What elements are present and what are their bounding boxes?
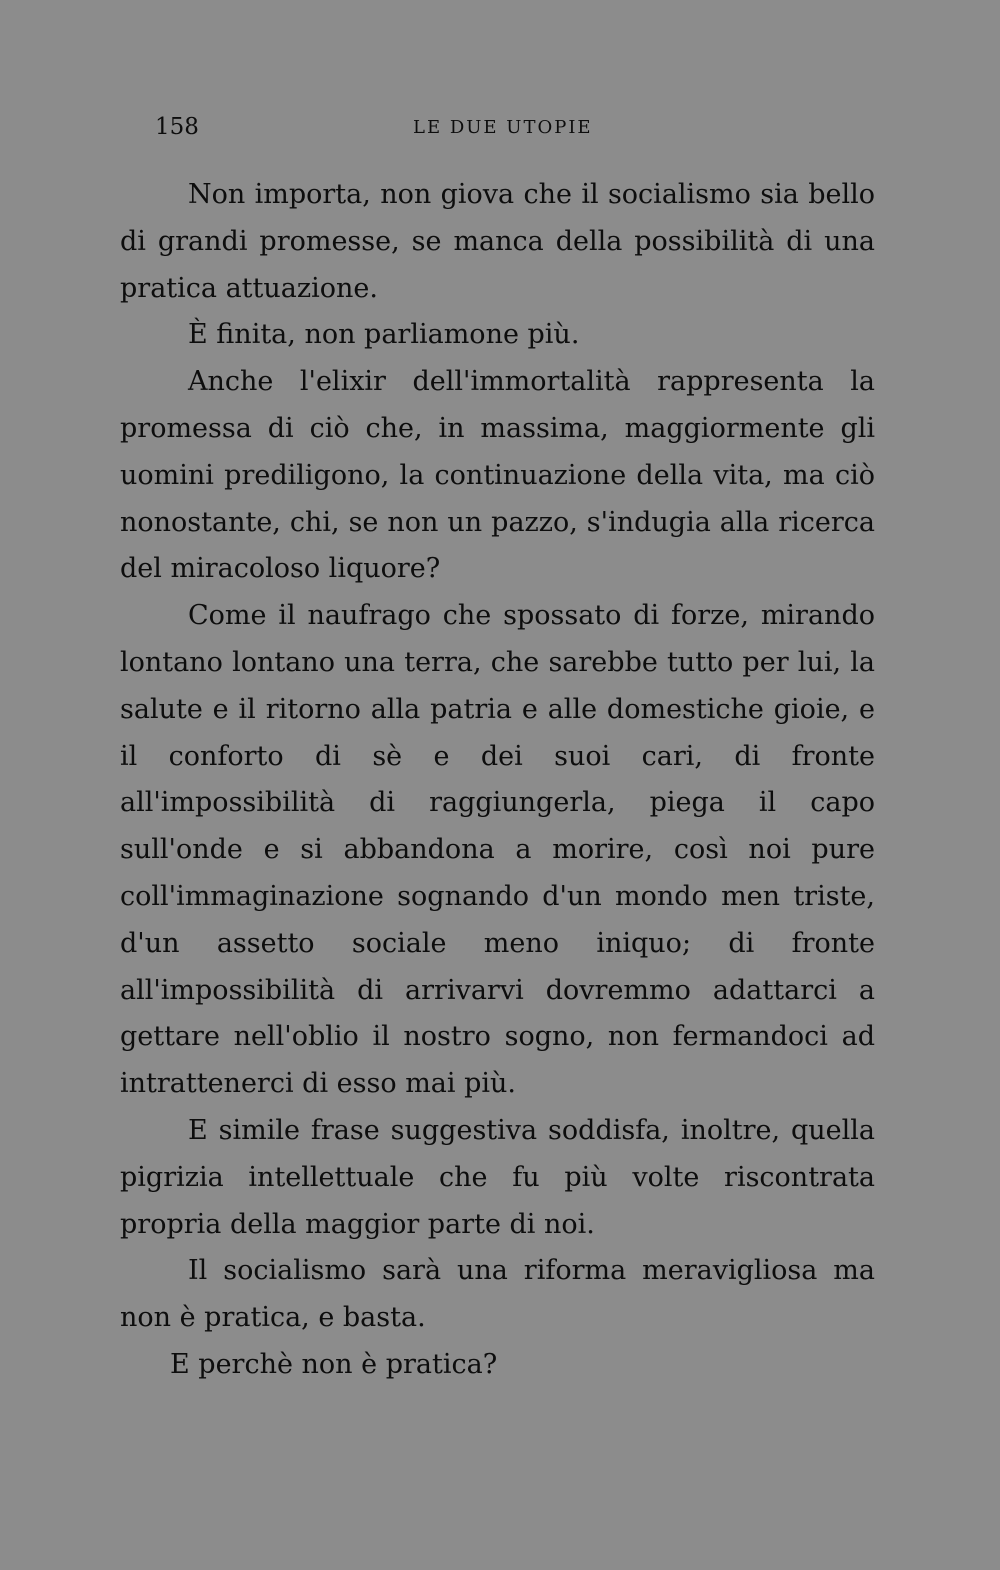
body-text (120, 172, 875, 1389)
running-header (155, 112, 875, 146)
paragraph: Come il naufrago che spossato di forze, mirando lontano lontano una terra, che sarebbe tutto per lui, la salute e il ritorno alla patria e alle domestiche gioie, e il conforto di sè e dei suoi cari, di fronte all'impossibilità di raggiungerla, piega il capo sull'onde e si abbandona a morire, così noi pure coll'immaginazione sognando d'un mondo men triste, d'un assetto sociale meno iniquo; di fronte all'impossibilità di arrivarvi dovremmo adattarci a gettare nell'oblio il nostro sogno, non fermandoci ad intrattenerci di esso mai più. (120, 600, 875, 1100)
paragraph: E perchè non è pratica? (170, 1348, 498, 1380)
paragraph: Anche l'elixir dell'immortalità rappresenta la promessa di ciò che, in massima, maggiormente gli uomini prediligono, la continuazione della vita, ma ciò nonostante, chi, se non un pazzo, s'indugia alla ricerca del miracoloso liquore? (120, 366, 875, 585)
running-title: LE DUE UTOPIE (413, 117, 593, 138)
paragraph: Il socialismo sarà una riforma meravigliosa ma non è pratica, e basta. (120, 1255, 875, 1334)
paragraph: E simile frase suggestiva soddisfa, inoltre, quella pigrizia intellettuale che fu più volte riscontrata propria della maggior parte di noi. (120, 1114, 875, 1240)
paragraph: È finita, non parliamone più. (188, 319, 580, 351)
paragraph: Non importa, non giova che il socialismo sia bello di grandi promesse, se manca della possibilità di una pratica attuazione. (120, 179, 875, 304)
page-number: 158 (155, 114, 199, 140)
